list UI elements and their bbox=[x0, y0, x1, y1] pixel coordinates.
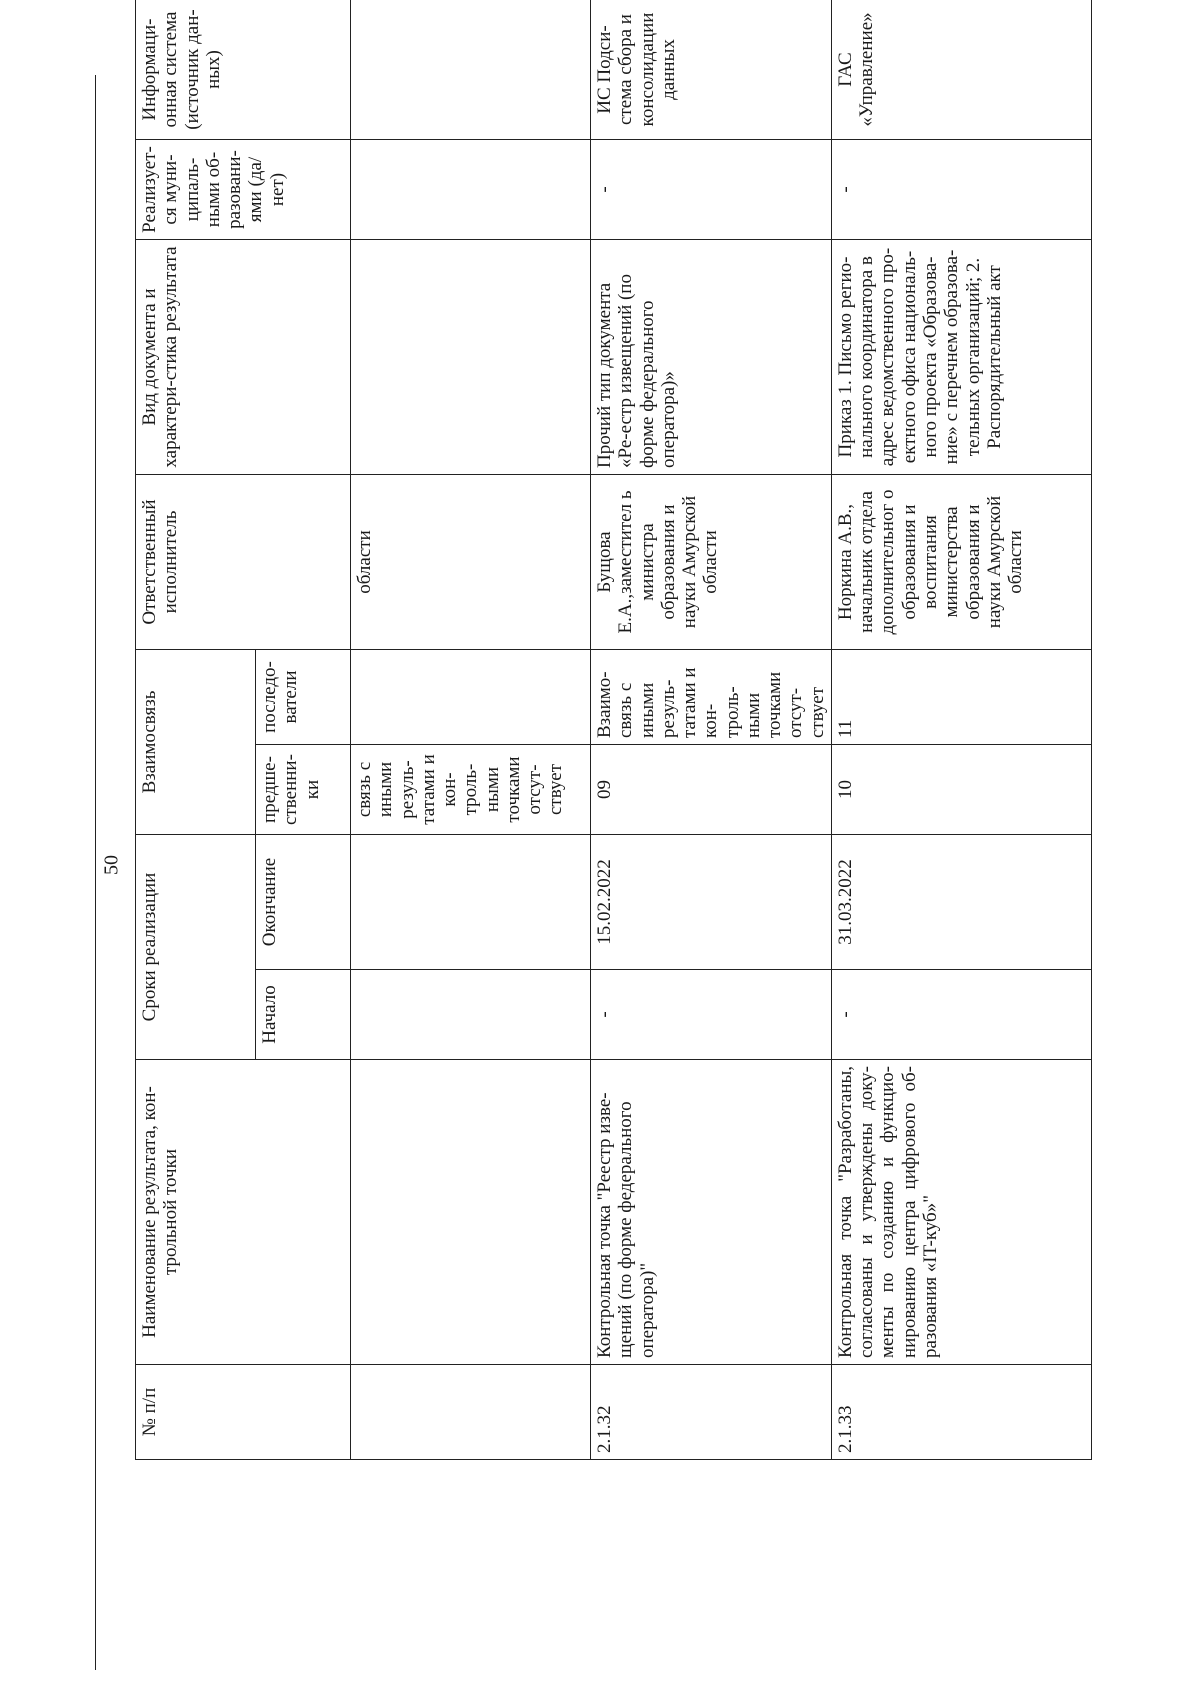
header-num: № п/п bbox=[136, 1365, 351, 1460]
header-info-system: Информаци-онная система (источник дан-ных) bbox=[136, 0, 351, 140]
header-predecessors: предше-ственни-ки bbox=[256, 745, 351, 835]
row-municipal: - bbox=[591, 140, 832, 240]
row-info-system: ГАС «Управление» bbox=[831, 0, 1091, 140]
row-name: Контрольная точка "Разработаны, согласованы и утверждены доку-менты по созданию и функцио-нированию центра цифрового об-разования «IT-куб»" bbox=[831, 1060, 1091, 1365]
row-name: Контрольная точка "Реестр изве-щений (по форме федерального оператора)" bbox=[591, 1060, 832, 1365]
cont-document-cell bbox=[351, 240, 591, 475]
results-table bbox=[135, 0, 1092, 1460]
continuation-row bbox=[351, 0, 591, 1460]
row-document: Приказ 1. Письмо регио-нального координатора в адрес ведомственного про-ектного офиса националь-ного проекта «Образова-ние» с перечнем образова-тельных организаций; 2. Распорядительный акт bbox=[831, 240, 1091, 475]
row-num: 2.1.33 bbox=[831, 1365, 1091, 1460]
row-num: 2.1.32 bbox=[591, 1365, 832, 1460]
header-document-type: Вид документа и характери-стика результата bbox=[136, 240, 351, 475]
cont-responsible-cell: области bbox=[351, 475, 591, 650]
header-successors: последо-ватели bbox=[256, 650, 351, 745]
row-start: - bbox=[831, 970, 1091, 1060]
row-successors: 11 bbox=[831, 650, 1091, 745]
row-responsible: Бущова Е.А.,заместител ь министра образования и науки Амурской области bbox=[591, 475, 832, 650]
cont-name-cell bbox=[351, 1060, 591, 1365]
table-row bbox=[591, 0, 832, 1460]
row-successors: Взаимо-связь с иными резуль-татами и кон-троль-ными точками отсут-ствует bbox=[591, 650, 832, 745]
header-link: Взаимосвязь bbox=[136, 650, 256, 835]
rotated-table-container bbox=[135, 0, 1090, 1460]
cont-municipal-cell bbox=[351, 140, 591, 240]
header-municipal: Реализует-ся муни-ципаль-ными об-разовани-ями (да/нет) bbox=[136, 140, 351, 240]
row-end: 15.02.2022 bbox=[591, 835, 832, 970]
header-responsible: Ответственный исполнитель bbox=[136, 475, 351, 650]
page-number: 50 bbox=[100, 855, 123, 875]
table-row bbox=[831, 0, 1091, 1460]
row-predecessors: 10 bbox=[831, 745, 1091, 835]
cont-end-cell bbox=[351, 835, 591, 970]
cont-num-cell bbox=[351, 1365, 591, 1460]
row-responsible: Норкина А.В., начальник отдела дополнительног о образования и воспитания министерства образования и науки Амурской области bbox=[831, 475, 1091, 650]
row-start: - bbox=[591, 970, 832, 1060]
row-predecessors: 09 bbox=[591, 745, 832, 835]
row-municipal: - bbox=[831, 140, 1091, 240]
cont-info-system-cell bbox=[351, 0, 591, 140]
page-left-rule bbox=[95, 75, 96, 1670]
row-document: Прочий тип документа «Ре-естр извещений (по форме федерального оператора)» bbox=[591, 240, 832, 475]
header-row bbox=[136, 0, 256, 1460]
header-start: Начало bbox=[256, 970, 351, 1060]
row-end: 31.03.2022 bbox=[831, 835, 1091, 970]
cont-predecessors-cell: связь с иными резуль-татами и кон-троль-ными точками отсут-ствует bbox=[351, 745, 591, 835]
header-name: Наименование результата, кон-трольной точки bbox=[136, 1060, 351, 1365]
row-info-system: ИС Подси-стема сбора и консолидации данных bbox=[591, 0, 832, 140]
cont-successors-cell bbox=[351, 650, 591, 745]
header-end: Окончание bbox=[256, 835, 351, 970]
cont-start-cell bbox=[351, 970, 591, 1060]
header-terms: Сроки реализации bbox=[136, 835, 256, 1060]
